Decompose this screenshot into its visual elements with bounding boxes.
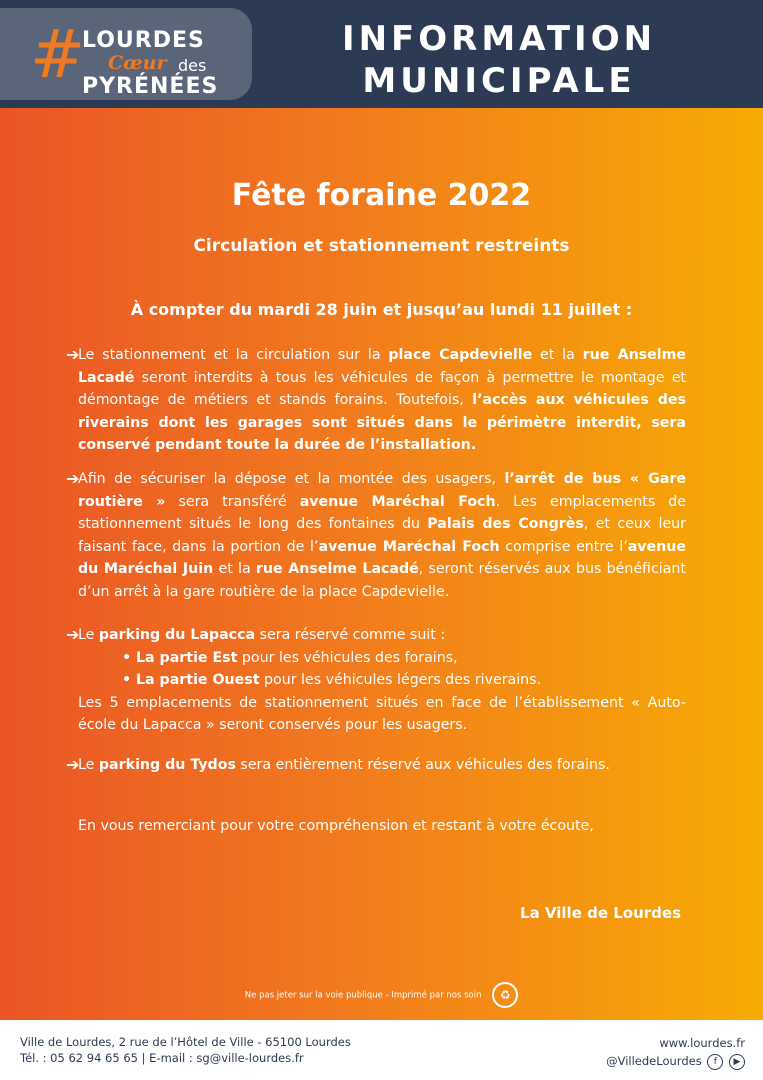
footer xyxy=(0,1020,763,1080)
header-title-line-1: INFORMATION xyxy=(341,19,657,59)
arrow-right-icon: ➔ xyxy=(66,755,80,774)
p1-text-a: Le stationnement et la circulation sur la xyxy=(78,347,389,363)
p3-text-a: Le xyxy=(78,627,99,643)
logo-line-2b: des xyxy=(178,56,207,75)
p2-text-g: , et ceux leur faisant face, dans la portion de l’ xyxy=(78,516,686,555)
p1-text-e: seront interdits à tous les véhicules de façon à permettre le montage et démontage de métiers et stands forains. Toutefois, xyxy=(78,369,686,408)
p4-bold-b: parking du Tydos xyxy=(98,757,236,773)
logo-line-2a: Cœur xyxy=(108,52,167,74)
logo-line-3: PYRÉNÉES xyxy=(82,74,219,99)
small-print xyxy=(0,982,763,1008)
p4-text-c: sera entièrement réservé aux véhicules des forains. xyxy=(235,757,610,773)
p2-text-i: comprise entre l’ xyxy=(499,538,628,555)
p1-bold-d: rue Anselme Lacadé xyxy=(78,347,687,386)
p3-bold-b: parking du Lapacca xyxy=(98,627,256,643)
arrow-right-icon: ➔ xyxy=(66,469,80,488)
footer-links xyxy=(606,1034,745,1070)
social-handle[interactable]: @VilledeLourdes xyxy=(606,1054,702,1068)
p2-bold-f: Palais des Congrès xyxy=(427,516,584,532)
recycle-person-icon: ♻ xyxy=(492,982,518,1008)
website-link[interactable]: www.lourdes.fr xyxy=(659,1036,745,1050)
logo-line-1: LOURDES xyxy=(82,28,205,53)
p1-bold-f: l’accès aux véhicules des riverains dont les garages sont situés dans le périmètre interdit, sera conservé pendant toute la durée de l’installation. xyxy=(78,392,686,453)
arrow-right-icon: ➔ xyxy=(66,345,80,364)
p2-text-a: Afin de sécuriser la dépose et la montée des usagers, xyxy=(78,471,505,487)
bullet-est-text: pour les véhicules des forains, xyxy=(237,649,458,666)
bullet-ouest xyxy=(78,669,686,692)
footer-contact xyxy=(20,1034,351,1066)
hashtag-icon: # xyxy=(30,16,86,93)
poster-title: Fête foraine 2022 xyxy=(231,178,532,213)
paragraph-2 xyxy=(66,468,687,603)
paragraph-1 xyxy=(66,344,687,457)
paragraph-4 xyxy=(66,754,686,777)
p2-bold-h: avenue Maréchal Foch xyxy=(318,538,500,555)
p2-bold-l: rue Anselme Lacadé xyxy=(255,561,419,577)
header-bar xyxy=(0,0,763,108)
bullet-est-label: • La partie Est xyxy=(122,649,238,666)
poster-subtitle: Circulation et stationnement restreints xyxy=(193,236,570,256)
youtube-icon[interactable]: ▶ xyxy=(729,1054,745,1070)
p2-text-k: et la xyxy=(213,561,256,577)
p3-text-d: Les 5 emplacements de stationnement situés en face de l’établissement « Auto-école du Lapacca » seront conservés pour les usagers. xyxy=(78,694,686,733)
p2-bold-b: l’arrêt de bus « Gare routière » xyxy=(78,471,686,510)
poster-body xyxy=(0,108,763,1020)
bullet-ouest-text: pour les véhicules légers des riverains. xyxy=(259,672,542,688)
facebook-icon[interactable]: f xyxy=(707,1054,723,1070)
arrow-right-icon: ➔ xyxy=(66,625,80,644)
paragraph-3 xyxy=(66,624,686,737)
p3-text-c: sera réservé comme suit : xyxy=(255,627,446,643)
small-print-text: Ne pas jeter sur la voie publique - Imprimé par nos soin xyxy=(244,990,482,1001)
thanks-text: En vous remerciant pour votre compréhension et restant à votre écoute, xyxy=(78,818,594,834)
p2-text-e: . Les emplacements de stationnement situés le long des fontaines du xyxy=(78,493,687,532)
date-range: À compter du mardi 28 juin et jusqu’au lundi 11 juillet : xyxy=(130,300,633,319)
p2-text-c: sera transféré xyxy=(165,493,300,510)
social-row xyxy=(606,1052,745,1070)
p2-bold-d: avenue Maréchal Foch xyxy=(299,493,496,510)
header-title-line-2: MUNICIPALE xyxy=(362,61,636,101)
footer-phone-email: Tél. : 05 62 94 65 65 | E-mail : sg@ville-lourdes.fr xyxy=(20,1051,304,1065)
p4-text-a: Le xyxy=(78,757,99,773)
footer-address: Ville de Lourdes, 2 rue de l’Hôtel de Ville - 65100 Lourdes xyxy=(20,1035,351,1049)
signature: La Ville de Lourdes xyxy=(520,904,681,922)
p1-text-c: et la xyxy=(532,347,583,363)
p2-bold-j: avenue du Maréchal Juin xyxy=(78,538,686,577)
p1-bold-b: place Capdevielle xyxy=(388,347,533,363)
p2-text-m: , seront réservés aux bus bénéficiant d’un arrêt à la gare routière de la place Capdevielle. xyxy=(78,561,686,600)
bullet-ouest-label: • La partie Ouest xyxy=(122,672,260,688)
logo xyxy=(0,8,252,100)
header-title xyxy=(319,18,679,102)
bullet-est xyxy=(78,647,686,670)
